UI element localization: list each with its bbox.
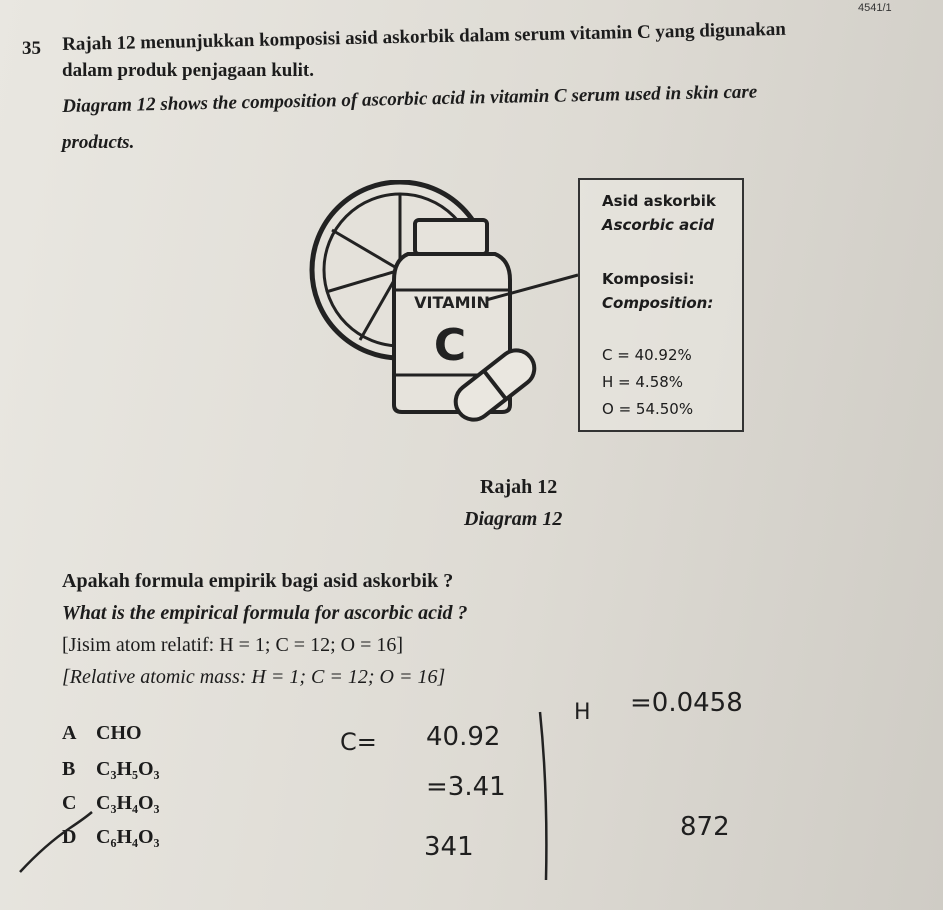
hand-c-label: C= <box>340 728 377 756</box>
composition-malay: Komposisi: <box>602 270 695 288</box>
option-c-text[interactable]: C₃H₄O₃ <box>96 792 160 814</box>
diagram-caption-malay: Rajah 12 <box>480 476 558 498</box>
question-number: 35 <box>22 38 41 59</box>
question-malay-line1: Rajah 12 menunjukkan komposisi asid askorbik dalam serum vitamin C yang digunakan <box>62 18 787 55</box>
carbon-percent: C = 40.92% <box>602 346 692 364</box>
option-d-text[interactable]: C₆H₄O₃ <box>96 826 160 848</box>
question-english-line1: Diagram 12 shows the composition of ascorbic acid in vitamin C serum used in skin care <box>62 81 758 117</box>
bottle-letter: C <box>433 320 467 371</box>
prompt-malay: Apakah formula empirik bagi asid askorbik ? <box>62 570 454 592</box>
oxygen-percent: O = 54.50% <box>602 400 694 418</box>
name-english: Ascorbic acid <box>602 216 715 234</box>
name-malay: Asid askorbik <box>602 192 716 210</box>
option-d-letter[interactable]: D <box>62 826 77 848</box>
atomic-mass-malay: [Jisim atom relatif: H = 1; C = 12; O = 16] <box>62 634 404 656</box>
bottle-label: VITAMIN <box>414 293 490 312</box>
hand-h-extra: 872 <box>680 812 730 842</box>
question-english-line2: products. <box>62 132 135 153</box>
hand-h-label: H <box>574 700 591 725</box>
hand-c-value: 40.92 <box>426 722 501 752</box>
hand-c-extra: 341 <box>424 832 474 862</box>
option-b-text[interactable]: C₃H₅O₃ <box>96 758 160 780</box>
atomic-mass-english: [Relative atomic mass: H = 1; C = 12; O = 16] <box>62 666 446 688</box>
hand-h-value: =0.0458 <box>630 688 743 718</box>
diagram-caption-english: Diagram 12 <box>464 508 563 530</box>
option-c-letter[interactable]: C <box>62 792 77 814</box>
option-a-letter[interactable]: A <box>62 722 77 744</box>
prompt-english: What is the empirical formula for ascorbic acid ? <box>62 602 468 624</box>
question-malay-line2: dalam produk penjagaan kulit. <box>62 60 315 81</box>
composition-english: Composition: <box>602 294 714 312</box>
hand-c-result: =3.41 <box>426 772 506 802</box>
page-code: 4541/1 <box>858 2 892 14</box>
hydrogen-percent: H = 4.58% <box>602 373 684 391</box>
option-b-letter[interactable]: B <box>62 758 76 780</box>
option-a-text[interactable]: CHO <box>96 722 142 744</box>
